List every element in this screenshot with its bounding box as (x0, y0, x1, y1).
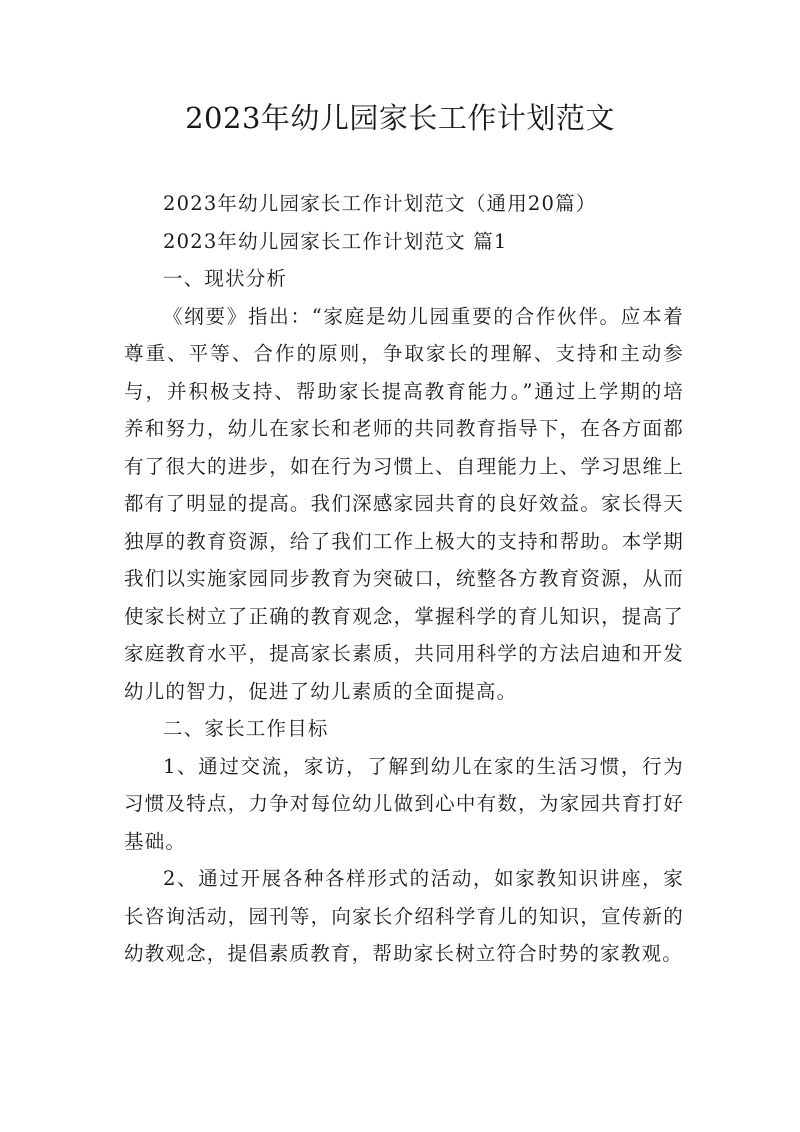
document-title: 2023年幼儿园家长工作计划范文 (185, 101, 615, 135)
section-heading-work-goals: 二、家长工作目标 (163, 717, 329, 740)
document-subtitle: 2023年幼儿园家长工作计划范文（通用20篇） (163, 192, 597, 215)
article-heading: 2023年幼儿园家长工作计划范文 篇1 (163, 229, 508, 253)
section-paragraph-status-analysis: 《纲要》指出：“家庭是幼儿园重要的合作伙伴。应本着尊重、平等、合作的原则，争取家长的理解、支持和主动参与，并积极支持、帮助家长提高教育能力。”通过上学期的培养和努力，幼儿在家长和老师的共同教育指导下，在各方面都有了很大的进步，如在行为习惯上、自理能力上、学习思维上都有了明显的提高。我们深感家园共育的良好效益。家长得天独厚的教育资源，给了我们工作上极大的支持和帮助。本学期我们以实施家园同步教育为突破口，统整各方教育资源，从而使家长树立了正确的教育观念，掌握科学的育儿知识，提高了家庭教育水平，提高家长素质，共同用科学的方法启迪和开发幼儿的智力，促进了幼儿素质的全面提高。 (124, 304, 684, 703)
goal-item-2: 2、通过开展各种各样形式的活动，如家教知识讲座，家长咨询活动，园刊等，向家长介绍科学育儿的知识，宣传新的幼教观念，提倡素质教育，帮助家长树立符合时势的家教观。 (124, 867, 684, 965)
document-body (124, 185, 684, 973)
goal-item-1: 1、通过交流，家访，了解到幼儿在家的生活习惯，行为习惯及特点，力争对每位幼儿做到心中有数，为家园共育打好基础。 (124, 754, 684, 853)
section-heading-status-analysis: 一、现状分析 (163, 267, 288, 290)
